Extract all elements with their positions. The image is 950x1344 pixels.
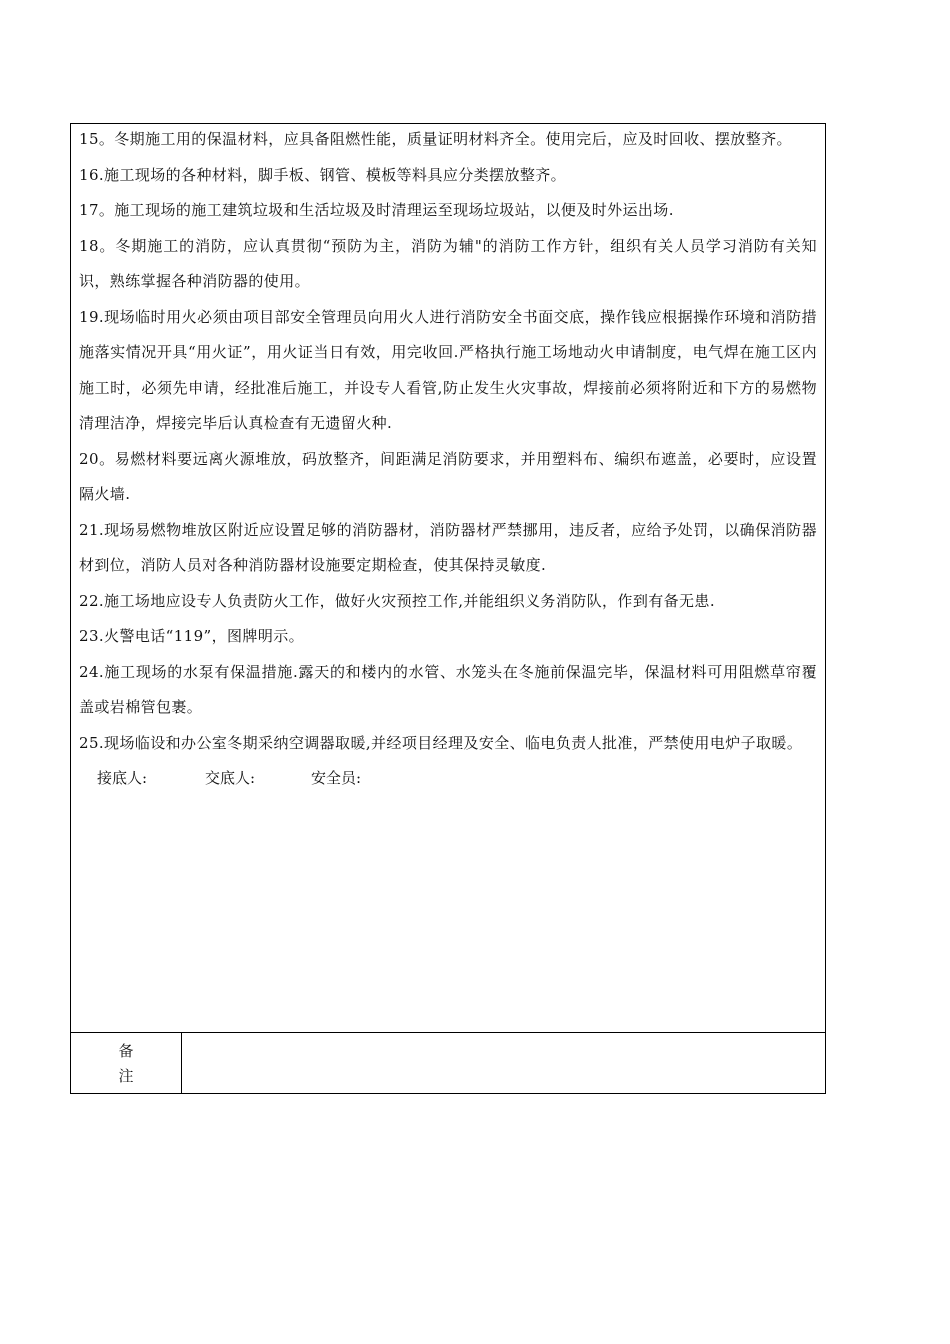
signature-row <box>71 761 825 796</box>
receiver-label: 接底人: <box>97 769 148 787</box>
item-23: 23.火警电话“119”，图牌明示。 <box>79 627 305 645</box>
content-cell <box>71 124 825 1032</box>
item-20: 20。易燃材料要远离火源堆放，码放整齐，间距满足消防要求，并用塑料布、编织布遮盖，必要时，应设置隔火墙. <box>79 449 817 503</box>
item-18: 18。冬期施工的消防，应认真贯彻“预防为主，消防为辅"的消防工作方针，组织有关人员学习消防有关知识，熟练掌握各种消防器的使用。 <box>79 236 817 290</box>
remarks-row <box>71 1032 825 1094</box>
item-24: 24.施工现场的水泵有保温措施.露天的和楼内的水管、水笼头在冬施前保温完毕，保温材料可用阻燃草帘覆盖或岩棉管包裹。 <box>79 662 817 716</box>
remarks-label <box>71 1033 182 1094</box>
briefer-label: 交底人: <box>205 769 256 787</box>
item-16: 16.施工现场的各种材料，脚手板、钢管、模板等料具应分类摆放整齐。 <box>79 165 567 184</box>
item-17: 17。施工现场的施工建筑垃圾和生活垃圾及时清理运至现场垃圾站，以便及时外运出场. <box>79 201 674 219</box>
item-19: 19.现场临时用火必须由项目部安全管理员向用火人进行消防安全书面交底，操作钱应根据操作环境和消防措施落实情况开具“用火证”，用火证当日有效，用完收回.严格执行施工场地动火申请制度，电气焊在施工区内施工时，必须先申请，经批准后施工，并设专人看管,防止发生火灾事故，焊接前必须将附近和下方的易燃物清理洁净，焊接完毕后认真检查有无遗留火种. <box>79 307 817 432</box>
remarks-label-line2: 注 <box>118 1067 134 1085</box>
item-22: 22.施工场地应设专人负责防火工作，做好火灾预控工作,并能组织义务消防队，作到有备无患. <box>79 591 715 610</box>
item-25: 25.现场临设和办公室冬期采纳空调器取暖,并经项目经理及安全、临电负责人批准，严禁使用电炉子取暖。 <box>79 733 803 752</box>
disclosure-form-table <box>70 123 826 1094</box>
item-21: 21.现场易燃物堆放区附近应设置足够的消防器材，消防器材严禁挪用，违反者，应给予处罚，以确保消防器材到位，消防人员对各种消防器材设施要定期检查，使其保持灵敏度. <box>79 520 817 574</box>
remarks-label-line1: 备 <box>118 1042 134 1060</box>
safety-officer-label: 安全员: <box>311 769 362 787</box>
remarks-value-cell <box>183 1033 825 1094</box>
item-15: 15。冬期施工用的保温材料，应具备阻燃性能，质量证明材料齐全。使用完后，应及时回收、摆放整齐。 <box>79 130 792 148</box>
